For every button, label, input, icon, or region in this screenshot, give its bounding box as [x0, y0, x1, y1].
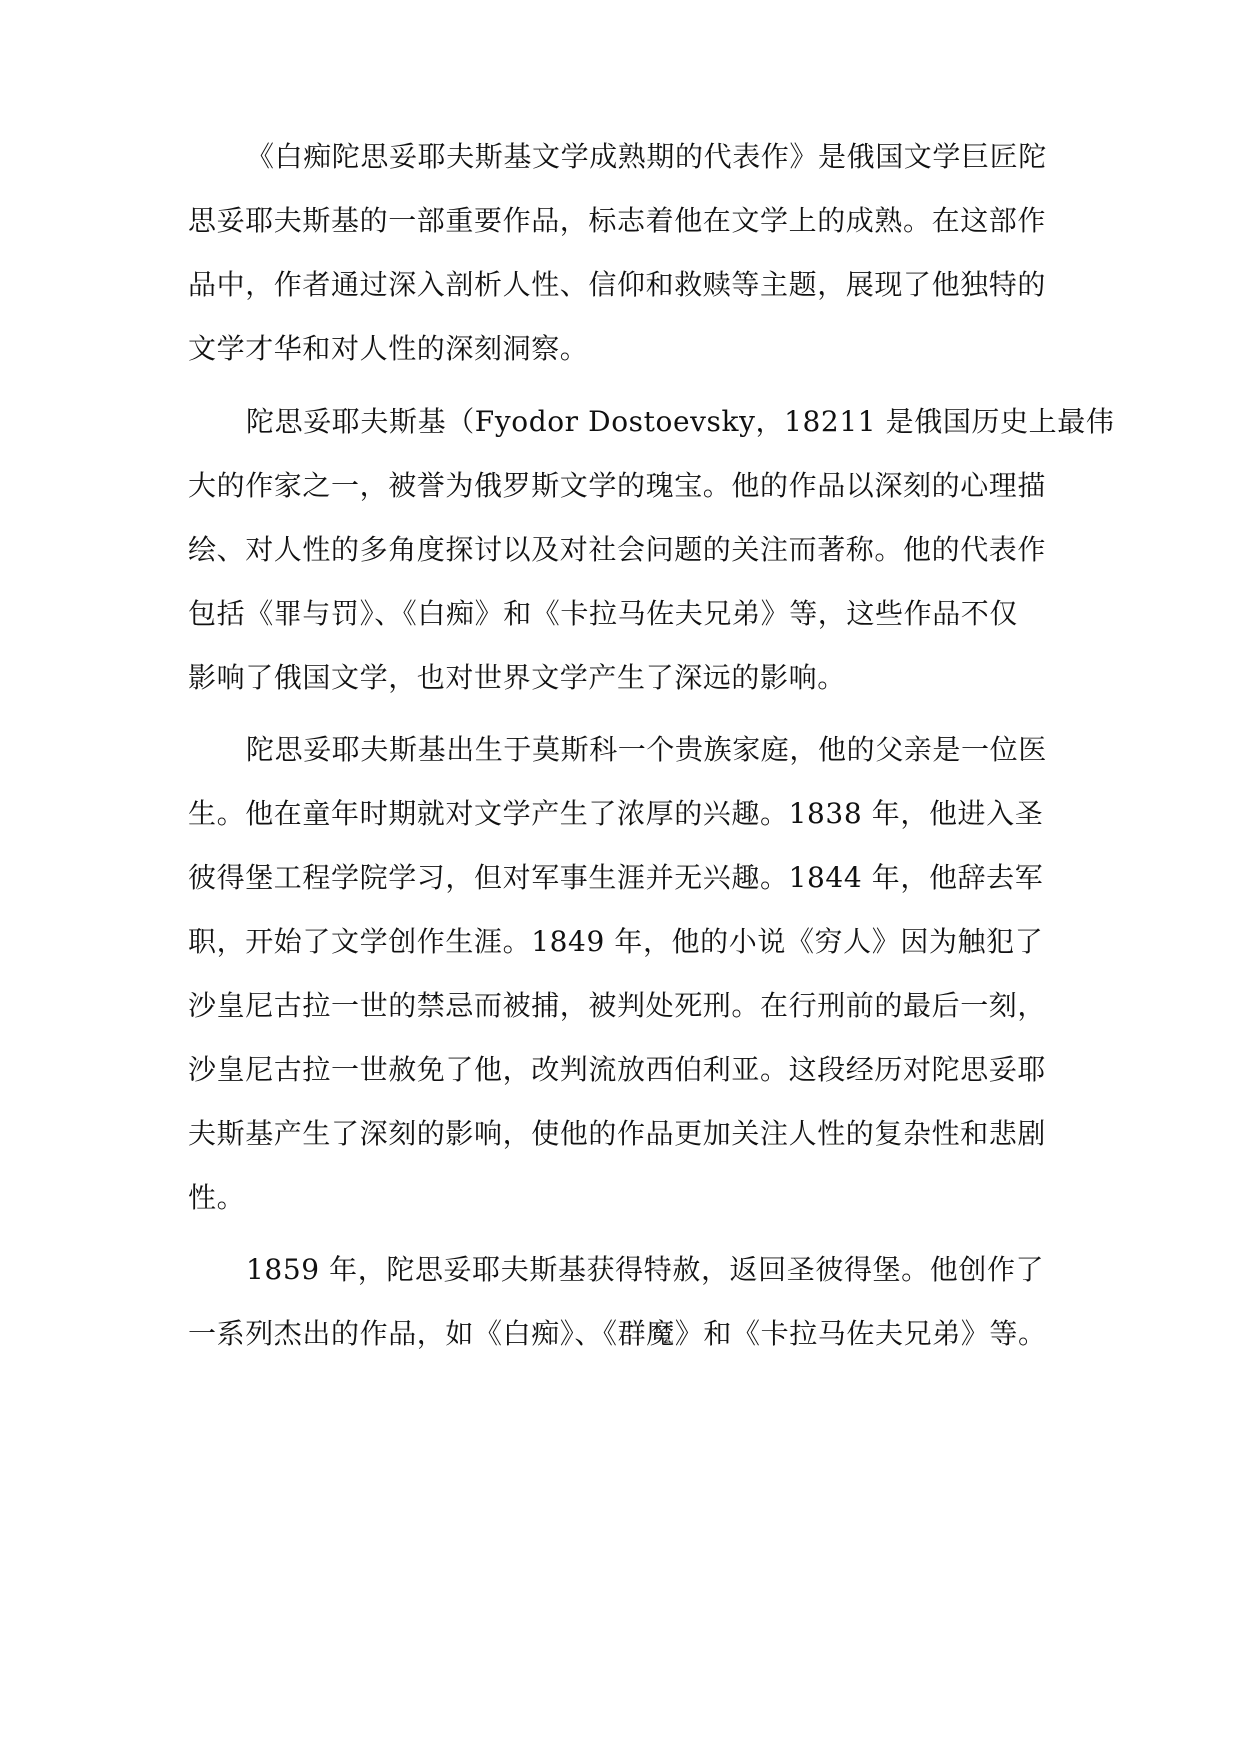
text-line: 大的作家之一，被誉为俄罗斯文学的瑰宝。他的作品以深刻的心理描: [188, 469, 1047, 502]
text-line: 夫斯基产生了深刻的影响，使他的作品更加关注人性的复杂性和悲剧: [188, 1117, 1047, 1150]
text-line: 绘、对人性的多角度探讨以及对社会问题的关注而著称。他的代表作: [188, 533, 1047, 566]
text-line: 包括《罪与罚》、《白痴》和《卡拉马佐夫兄弟》等，这些作品不仅: [188, 597, 1019, 630]
text-line: 沙皇尼古拉一世赦免了他，改判流放西伯利亚。这段经历对陀思妥耶: [188, 1053, 1047, 1086]
text-line: 性。: [188, 1181, 246, 1214]
text-line: 生。他在童年时期就对文学产生了浓厚的兴趣。1838 年，他进入圣: [188, 797, 1044, 830]
text-line: 一系列杰出的作品，如《白痴》、《群魔》和《卡拉马佐夫兄弟》等。: [188, 1317, 1047, 1350]
text-line: 陀思妥耶夫斯基出生于莫斯科一个贵族家庭，他的父亲是一位医: [246, 733, 1047, 766]
text-line: 1859 年，陀思妥耶夫斯基获得特赦，返回圣彼得堡。他创作了: [246, 1253, 1045, 1286]
text-line: 沙皇尼古拉一世的禁忌而被捕，被判处死刑。在行刑前的最后一刻，: [188, 989, 1047, 1022]
text-line: 职，开始了文学创作生涯。1849 年，他的小说《穷人》因为触犯了: [188, 925, 1044, 958]
text-line: 陀思妥耶夫斯基（Fyodor Dostoevsky，18211 是俄国历史上最伟: [246, 405, 1115, 438]
text-line: 《白痴陀思妥耶夫斯基文学成熟期的代表作》是俄国文学巨匠陀: [246, 140, 1047, 173]
text-line: 文学才华和对人性的深刻洞察。: [188, 332, 589, 365]
text-line: 影响了俄国文学，也对世界文学产生了深远的影响。: [188, 661, 846, 694]
text-line: 彼得堡工程学院学习，但对军事生涯并无兴趣。1844 年，他辞去军: [188, 861, 1044, 894]
text-line: 思妥耶夫斯基的一部重要作品，标志着他在文学上的成熟。在这部作: [188, 204, 1047, 237]
text-line: 品中，作者通过深入剖析人性、信仰和救赎等主题，展现了他独特的: [188, 268, 1047, 301]
